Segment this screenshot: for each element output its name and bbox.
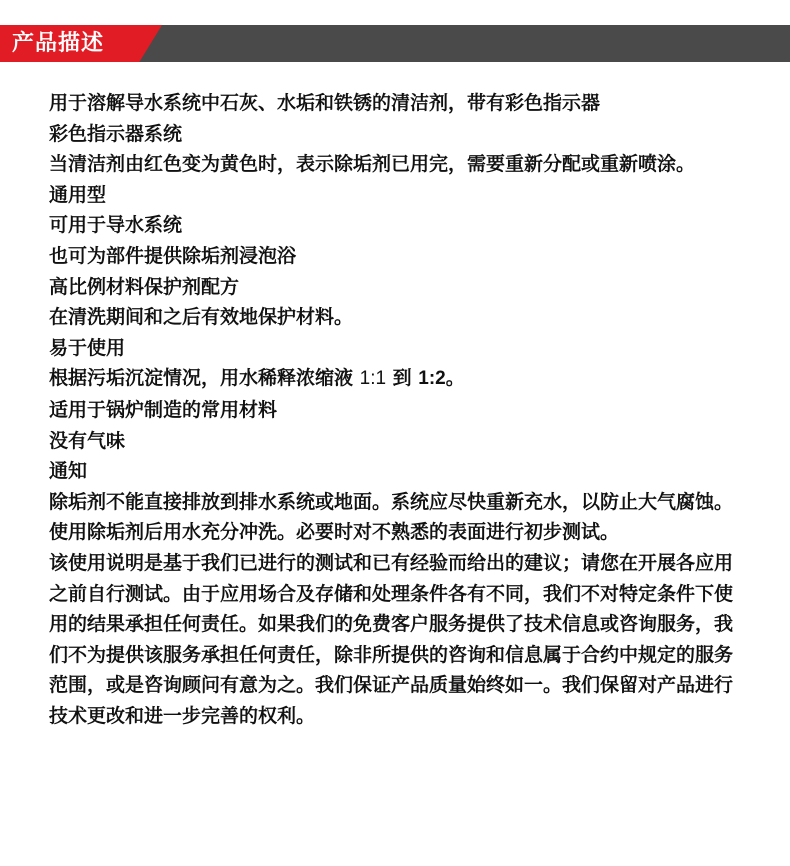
- heading-color-indicator: 彩色指示器系统: [49, 122, 183, 145]
- dilution-prefix: 根据污垢沉淀情况，用水稀释浓缩液: [49, 367, 360, 390]
- section-title: 产品描述: [12, 31, 105, 56]
- intro-text: 用于溶解导水系统中石灰、水垢和铁锈的清洁剂，带有彩色指示器: [49, 92, 601, 114]
- text-universal-1: 可用于导水系统: [49, 214, 183, 237]
- heading-notice: 通知: [49, 460, 88, 483]
- text-disclaimer: 该使用说明是基于我们已进行的测试和已有经验而给出的建议；请您在开展各应用之前自行测试。由于应用场合及存储和处理条件各有不同，我们不对特定条件下使用的结果承担任何责任。如果我们的免费客户服务提供了技术信息或咨询服务，我们不为提供该服务承担任何责任，除非所提供的咨询和信息属于合约中规定的服务范围，或是咨询顾问有意为之。我们保证产品质量始终如一。我们保留对产品进行技术更改和进一步完善的权利。: [49, 551, 734, 727]
- text-universal-2: 也可为部件提供除垢剂浸泡浴: [49, 244, 297, 267]
- heading-easy-to-use: 易于使用: [49, 336, 126, 359]
- dilution-ratio-max: 1:2: [418, 368, 446, 390]
- dilution-ratio-min: 1:1: [359, 368, 387, 390]
- text-notice: 除垢剂不能直接排放到排水系统或地面。系统应尽快重新充水，以防止大气腐蚀。使用除垢剂后用水充分冲洗。必要时对不熟悉的表面进行初步测试。: [49, 490, 734, 544]
- text-material-protection: 在清洗期间和之后有效地保护材料。: [49, 306, 354, 329]
- text-materials: 适用于锅炉制造的常用材料: [49, 398, 278, 421]
- text-color-indicator: 当清洁剂由红色变为黄色时，表示除垢剂已用完，需要重新分配或重新喷涂。: [49, 153, 696, 176]
- text-odor: 没有气味: [49, 429, 126, 452]
- product-description: [49, 88, 739, 731]
- dilution-suffix: 。: [445, 367, 465, 390]
- text-dilution: [49, 363, 739, 395]
- dilution-mid: 到: [386, 367, 419, 390]
- heading-material-protection: 高比例材料保护剂配方: [49, 275, 240, 298]
- heading-universal: 通用型: [49, 183, 107, 206]
